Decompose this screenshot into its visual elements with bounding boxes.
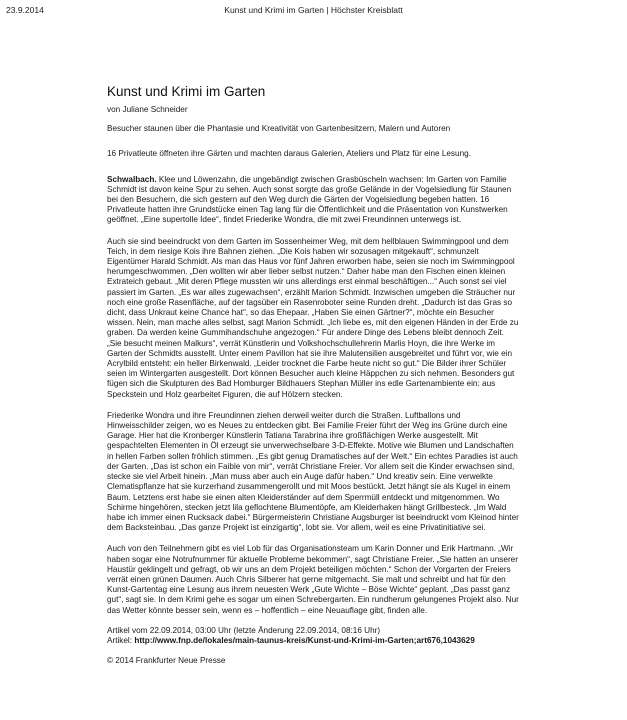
article-dateline: Schwalbach.	[107, 174, 157, 184]
article-url-label: Artikel:	[107, 635, 133, 645]
print-header	[6, 5, 621, 17]
paragraph-text: Klee und Löwenzahn, die ungebändigt zwischen Grasbüscheln wachsen: Im Garten von Familie Schmidt ist davon keine Spur zu sehen. Auch sonst sorgte das große Gelände in der Vogelsiedlung für Staunen bei den Besuchern, die sich gestern auf den Weg durch die Gärten der Vogelsiedlung begeben hatten. 16 Privatleute hatten ihre Grundstücke einen Tag lang für die Öffentlichkeit und die Präsentation von Kunstwerken geöffnet. „Eine supertolle Idee“, findet Friederike Wondra, die mit zwei Freundinnen unterwegs ist.	[107, 174, 512, 225]
print-date: 23.9.2014	[6, 5, 44, 15]
article-subtitle: Besucher staunen über die Phantasie und Kreativität von Gartenbesitzern, Malern und Autoren	[107, 124, 451, 134]
print-page-title: Kunst und Krimi im Garten | Höchster Kreisblatt	[224, 5, 403, 15]
article-url-line	[107, 636, 519, 646]
article-url-link[interactable]: http://www.fnp.de/lokales/main-taunus-kreis/Kunst-und-Krimi-im-Garten;art676,1043629	[134, 635, 475, 645]
article-paragraph-1	[107, 175, 519, 226]
article-paragraph-2: Auch sie sind beeindruckt von dem Garten im Sossenheimer Weg, mit dem hellblauen Swimmingpool und dem Teich, in dem riesige Kois ihre Bahnen ziehen. „Die Kois haben wir sozusagen mitgekauft“, schmunzelt Eigentümer Harald Schmidt. Als man das Haus vor fünf Jahren erworben habe, seien sie noch im Swimmingpool herumgeschwommen. „Den wollten wir aber lieber selbst nutzen.“ Daher habe man den Fischen einen kleinen Extrateich gebaut. „Mit deren Pflege mussten wir uns allerdings erst einmal beschäftigen...“ Auch sonst sei viel passiert im Garten. „Es war alles zugewachsen“, erzählt Marion Schmidt. Inzwischen umgeben die Sträucher nur noch eine große Rasenfläche, auf der tagsüber ein Rasenroboter seine Runden dreht. „Dadurch ist das Gras so dicht, dass Unkraut keine Chance hat“, so das Ehepaar. „Haben Sie einen Gärtner?“, möchte ein Besucher wissen. Nein, man mache alles selbst, sagt Marion Schmidt. „Ich liebe es, mit den eigenen Händen in der Erde zu graben. Da werden keine Gummihandschuhe angezogen.“ Für andere Dinge des Lebens bleibt dennoch Zeit. „Sie besucht meinen Malkurs“, verrät Künstlerin und Volkshochschullehrerin Marlis Hoyn, die ihre Werke im Garten der Schmidts ausstellt. Unter einem Pavillon hat sie ihre Malutensilien ausgebreitet und führt vor, wie ein Acrylbild entsteht: ein heller Birkenwald. „Leider trocknet die Farbe heute nicht so gut.“ Die Bilder ihrer Schüler seien im Wintergarten ausgestellt. Dort können Besucher auch kleine Häppchen zu sich nehmen. Besonders gut fügen sich die Skulpturen des Bad Homburger Bildhauers Stephan Müller ins edle Gartenambiente ein: aus Speckstein und Holz gearbeitet Figuren, die auf Hölzern stecken.	[107, 236, 519, 399]
article-meta	[107, 626, 519, 646]
article-headline: Kunst und Krimi im Garten	[107, 84, 266, 99]
article-teaser: 16 Privatleute öffneten ihre Gärten und machten daraus Galerien, Ateliers und Platz für eine Lesung.	[107, 149, 471, 159]
article-date-line: Artikel vom 22.09.2014, 03:00 Uhr (letzte Änderung 22.09.2014, 08:16 Uhr)	[107, 625, 381, 635]
copyright-notice: © 2014 Frankfurter Neue Presse	[107, 656, 226, 666]
article-author: von Juliane Schneider	[107, 105, 188, 114]
article	[107, 84, 519, 666]
article-paragraph-3: Friederike Wondra und ihre Freundinnen ziehen derweil weiter durch die Straßen. Luftballons und Hinweisschilder zeigen, wo es Neues zu entdecken gibt. Bei Familie Freier führt der Weg ins Grüne durch eine Garage. Hier hat die Kronberger Künstlerin Tatiana Tarabrina ihre großflächigen Werke ausgestellt. Mit gespachtelten Elementen in Öl erzeugt sie unverwechselbare 3-D-Effekte. Motive wie Blumen und Landschaften in hellen Farben sollen fröhlich stimmen. „Es gibt genug Dramatisches auf der Welt.“ Ein echtes Paradies ist auch der Garten. „Das ist schon ein Faible von mir“, verrät Christiane Freier. Vor allem seit die Kinder erwachsen sind, stecke sie viel Arbeit hinein. „Man muss aber auch ein Auge dafür haben.“ Und kreativ sein. Eine verwelkte Clematispflanze hat sie kurzerhand zusammengerollt und mit Moos bestückt. Jetzt hängt sie als Kugel in einem Baum. Letztens erst habe sie einen alten Kleiderständer auf dem Sperrmüll entdeckt und mitgenommen. Wo Schirme hingehören, stecken jetzt lila geflochtene Blumentöpfe, am Kleiderhaken hängt Grillbesteck. „Im Wald habe ich immer einen Rucksack dabei.“ Bürgermeisterin Christiane Augsburger ist beeindruckt vom Kleinod hinter dem Backsteinbau. „Das ganze Projekt ist einzigartig“, lobt sie. Vor allem, weil es eine Privatinitiative sei.	[107, 410, 519, 533]
article-paragraph-4: Auch von den Teilnehmern gibt es viel Lob für das Organisationsteam um Karin Donner und Erik Hartmann. „Wir haben sogar eine Notrufnummer für aktuelle Probleme bekommen“, sagt Christiane Freier. „Sie hatten an unserer Haustür geklingelt und gefragt, ob wir uns an dem Projekt beteiligen möchten.“ Schon der Vorgarten der Freiers verrät einen grünen Daumen. Auch Chris Silberer hat gerne mitgemacht. Sie malt und schreibt und hat für den Kunst-Gartentag eine Lesung aus ihrem neuesten Werk „Gute Wichte – Böse Wichte“ geplant. „Das passt ganz gut“, sagt sie. In dem Krimi gehe es sogar um einen Schrebergarten. Ein rundherum gelungenes Projekt also. Nur das Wetter könnte besser sein, wenn es – hoffentlich – eine Neuauflage gibt, finden alle.	[107, 544, 519, 615]
